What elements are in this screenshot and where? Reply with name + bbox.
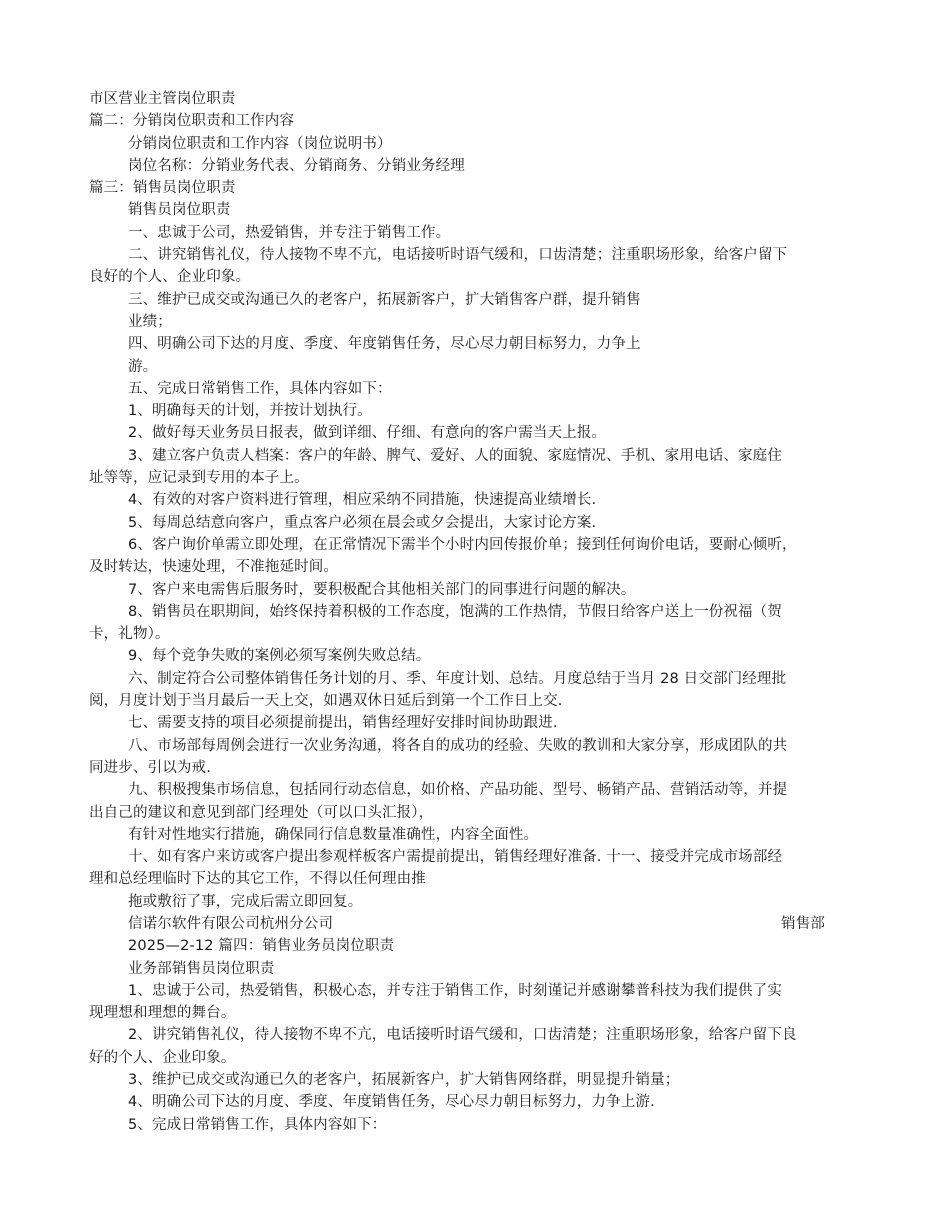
document-line: 及时转达，快速处理，不准拖延时间。 <box>89 559 339 576</box>
document-line: 分销岗位职责和工作内容（岗位说明书） <box>128 135 392 152</box>
document-line: 9、每个竞争失败的案例必须写案例失败总结。 <box>128 648 431 665</box>
document-line: 同进步、引以为戒. <box>89 759 211 776</box>
document-line: 一、忠诚于公司，热爱销售，并专注于销售工作。 <box>128 224 451 241</box>
document-line: 3、维护已成交或沟通已久的老客户，拓展新客户，扩大销售网络群，明显提升销量； <box>128 1072 680 1089</box>
document-line: 有针对性地实行措施，确保同行信息数量准确性，内容全面性。 <box>128 826 539 843</box>
document-line: 二、讲究销售礼仪，待人接物不卑不亢，电话接听时语气缓和，口齿清楚；注重职场形象，给客户留下 <box>128 247 788 264</box>
document-line: 现理想和理想的舞台。 <box>89 1005 236 1022</box>
document-line: 市区营业主管岗位职责 <box>89 91 236 107</box>
document-line: 篇三：销售员岗位职责 <box>89 180 236 197</box>
document-line: 好的个人、企业印象。 <box>89 1049 236 1066</box>
document-line: 篇二：分销岗位职责和工作内容 <box>89 113 295 130</box>
document-line: 5、完成日常销售工作，具体内容如下： <box>128 1116 387 1133</box>
document-line: 3、建立客户负责人档案：客户的年龄、脾气、爱好、人的面貌、家庭情况、手机、家用电话、家庭住 <box>128 447 782 464</box>
document-line: 2025—2-12 篇四：销售业务员岗位职责 <box>128 938 395 955</box>
document-line: 6、客户询价单需立即处理，在正常情况下需半个小时内回传报价单；接到任何询价电话，要耐心倾听， <box>128 536 797 553</box>
document-line: 三、维护已成交或沟通已久的老客户，拓展新客户，扩大销售客户群，提升销售 <box>128 291 641 308</box>
document-line: 业务部销售员岗位职责 <box>128 960 275 977</box>
document-line: 卡，礼物）。 <box>89 626 170 643</box>
document-line: 六、制定符合公司整体销售任务计划的月、季、年度计划、总结。月度总结于当月 28 日交部门经理批 <box>128 670 787 687</box>
document-line: 2、讲究销售礼仪，待人接物不卑不亢，电话接听时语气缓和，口齿清楚；注重职场形象，给客户留下良 <box>128 1027 797 1044</box>
document-line: 1、忠诚于公司，热爱销售，积极心态，并专注于销售工作，时刻谨记并感谢攀普科技为我们提供了实 <box>128 982 782 999</box>
document-line: 九、积极搜集市场信息，包括同行动态信息，如价格、产品功能、型号、畅销产品、营销活动等，并提 <box>128 782 788 799</box>
document-page <box>0 88 950 1136</box>
document-line: 出自己的建议和意见到部门经理处（可以口头汇报）， <box>89 804 434 821</box>
document-line: 4、有效的对客户资料进行管理，相应采纳不同措施，快速提高业绩增长. <box>128 492 597 509</box>
document-line: 4、明确公司下达的月度、季度、年度销售任务，尽心尽力朝目标努力，力争上游. <box>128 1094 655 1111</box>
document-line: 5、每周总结意向客户，重点客户必须在晨会或夕会提出，大家讨论方案. <box>128 514 597 531</box>
document-line: 7、客户来电需售后服务时，要积极配合其他相关部门的同事进行问题的解决。 <box>128 581 636 598</box>
document-line: 十、如有客户来访或客户提出参观样板客户需提前提出，销售经理好准备. 十一、接受并完成市场部经 <box>128 849 783 866</box>
document-line: 址等等，应记录到专用的本子上。 <box>89 470 309 487</box>
document-line: 销售员岗位职责 <box>128 202 231 219</box>
document-line: 八、市场部每周例会进行一次业务沟通，将各自的成功的经验、失败的教训和大家分享，形成团队的共 <box>128 737 788 754</box>
document-line: 游。 <box>128 358 158 375</box>
document-line: 1、明确每天的计划，并按计划执行。 <box>128 403 372 420</box>
department-name: 销售部 <box>781 915 825 932</box>
document-line: 8、销售员在职期间，始终保持着积极的工作态度，饱满的工作热情，节假日给客户送上一份祝福（贺 <box>128 603 782 620</box>
company-name: 信诺尔软件有限公司杭州分公司 <box>128 915 334 932</box>
document-line: 阅，月度计划于当月最后一天上交，如遇双休日延后到第一个工作日上交. <box>89 693 563 710</box>
document-line: 良好的个人、企业印象。 <box>89 269 251 286</box>
document-line: 拖或敷衍了事，完成后需立即回复。 <box>128 893 363 910</box>
document-line: 五、完成日常销售工作，具体内容如下： <box>128 380 392 397</box>
document-line: 业绩； <box>128 313 172 330</box>
document-line: 四、明确公司下达的月度、季度、年度销售任务，尽心尽力朝目标努力，力争上 <box>128 336 641 353</box>
document-line <box>0 913 825 935</box>
document-line: 理和总经理临时下达的其它工作，不得以任何理由推 <box>89 871 426 888</box>
document-line: 2、做好每天业务员日报表，做到详细、仔细、有意向的客户需当天上报。 <box>128 425 607 442</box>
document-line: 七、需要支持的项目必须提前提出，销售经理好安排时间协助跟进. <box>128 715 558 732</box>
document-line: 岗位名称：分销业务代表、分销商务、分销业务经理 <box>128 157 465 174</box>
